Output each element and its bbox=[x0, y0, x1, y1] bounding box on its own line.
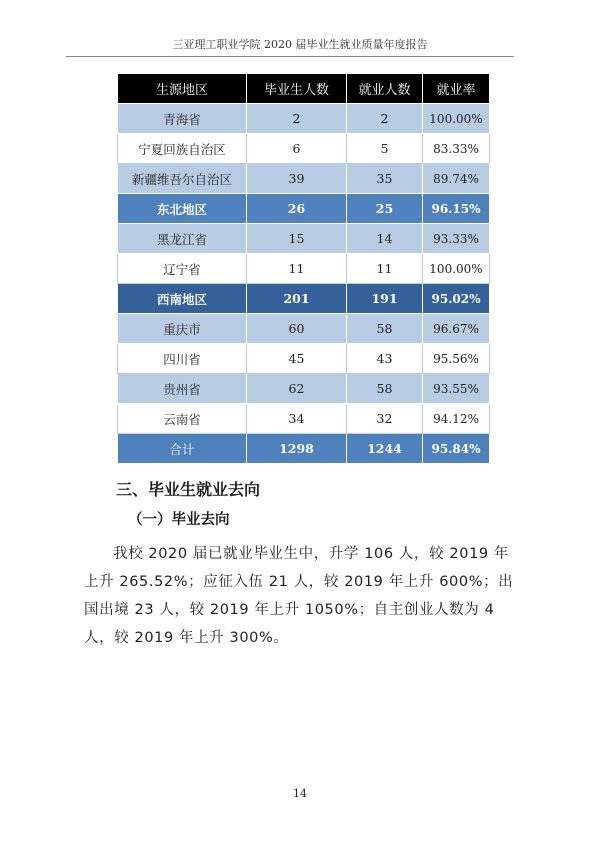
region-employment-table bbox=[117, 73, 490, 464]
table-row bbox=[118, 194, 490, 224]
employment-rate-cell: 93.33% bbox=[423, 224, 490, 254]
graduates-cell: 26 bbox=[247, 194, 347, 224]
employed-cell: 191 bbox=[347, 284, 423, 314]
graduates-cell: 2 bbox=[247, 104, 347, 134]
section-heading: 三、毕业生就业去向 bbox=[116, 480, 261, 499]
employed-cell: 2 bbox=[347, 104, 423, 134]
table-row bbox=[118, 284, 490, 314]
table-row bbox=[118, 434, 490, 464]
column-header: 生源地区 bbox=[118, 74, 247, 104]
region-cell: 黑龙江省 bbox=[118, 224, 247, 254]
employment-rate-cell: 100.00% bbox=[423, 104, 490, 134]
body-paragraph: 我校 2020 届已就业毕业生中，升学 106 人，较 2019 年上升 265.52%；应征入伍 21 人，较 2019 年上升 600%；出国出境 23 人，较 2019 年上升 1050%；自主创业人数为 4 人，较 2019 年上升 300%。 bbox=[84, 546, 514, 646]
region-cell: 新疆维吾尔自治区 bbox=[118, 164, 247, 194]
region-cell: 贵州省 bbox=[118, 374, 247, 404]
employment-rate-cell: 96.15% bbox=[423, 194, 490, 224]
table-row bbox=[118, 224, 490, 254]
employed-cell: 11 bbox=[347, 254, 423, 284]
column-header: 就业率 bbox=[423, 74, 490, 104]
region-cell: 东北地区 bbox=[118, 194, 247, 224]
employment-rate-cell: 95.56% bbox=[423, 344, 490, 374]
employed-cell: 14 bbox=[347, 224, 423, 254]
employed-cell: 32 bbox=[347, 404, 423, 434]
graduates-cell: 62 bbox=[247, 374, 347, 404]
employment-rate-cell: 100.00% bbox=[423, 254, 490, 284]
employed-cell: 58 bbox=[347, 314, 423, 344]
employment-rate-cell: 93.55% bbox=[423, 374, 490, 404]
running-header: 三亚理工职业学院 2020 届毕业生就业质量年度报告 bbox=[172, 38, 428, 51]
graduates-cell: 1298 bbox=[247, 434, 347, 464]
graduates-cell: 34 bbox=[247, 404, 347, 434]
employment-rate-cell: 94.12% bbox=[423, 404, 490, 434]
graduates-cell: 15 bbox=[247, 224, 347, 254]
graduates-cell: 60 bbox=[247, 314, 347, 344]
graduates-cell: 11 bbox=[247, 254, 347, 284]
region-employment-table-container bbox=[117, 73, 490, 464]
graduates-cell: 6 bbox=[247, 134, 347, 164]
region-cell: 西南地区 bbox=[118, 284, 247, 314]
graduates-cell: 45 bbox=[247, 344, 347, 374]
table-row bbox=[118, 314, 490, 344]
region-cell: 合计 bbox=[118, 434, 247, 464]
page-number: 14 bbox=[293, 787, 307, 800]
graduates-cell: 201 bbox=[247, 284, 347, 314]
table-header-row bbox=[118, 74, 490, 104]
employment-rate-cell: 96.67% bbox=[423, 314, 490, 344]
employed-cell: 58 bbox=[347, 374, 423, 404]
employment-rate-cell: 83.33% bbox=[423, 134, 490, 164]
column-header: 就业人数 bbox=[347, 74, 423, 104]
employment-rate-cell: 95.84% bbox=[423, 434, 490, 464]
employed-cell: 35 bbox=[347, 164, 423, 194]
graduates-cell: 39 bbox=[247, 164, 347, 194]
employment-rate-cell: 95.02% bbox=[423, 284, 490, 314]
column-header: 毕业生人数 bbox=[247, 74, 347, 104]
region-cell: 辽宁省 bbox=[118, 254, 247, 284]
table-row bbox=[118, 404, 490, 434]
table-row bbox=[118, 344, 490, 374]
table-row bbox=[118, 374, 490, 404]
employed-cell: 1244 bbox=[347, 434, 423, 464]
table-row bbox=[118, 254, 490, 284]
table-body bbox=[118, 104, 490, 464]
employed-cell: 25 bbox=[347, 194, 423, 224]
employed-cell: 43 bbox=[347, 344, 423, 374]
region-cell: 四川省 bbox=[118, 344, 247, 374]
table-row bbox=[118, 134, 490, 164]
region-cell: 重庆市 bbox=[118, 314, 247, 344]
table-row bbox=[118, 164, 490, 194]
employed-cell: 5 bbox=[347, 134, 423, 164]
region-cell: 青海省 bbox=[118, 104, 247, 134]
region-cell: 云南省 bbox=[118, 404, 247, 434]
employment-rate-cell: 89.74% bbox=[423, 164, 490, 194]
table-row bbox=[118, 104, 490, 134]
region-cell: 宁夏回族自治区 bbox=[118, 134, 247, 164]
subsection-heading: （一）毕业去向 bbox=[128, 512, 230, 528]
header-divider bbox=[66, 56, 514, 57]
